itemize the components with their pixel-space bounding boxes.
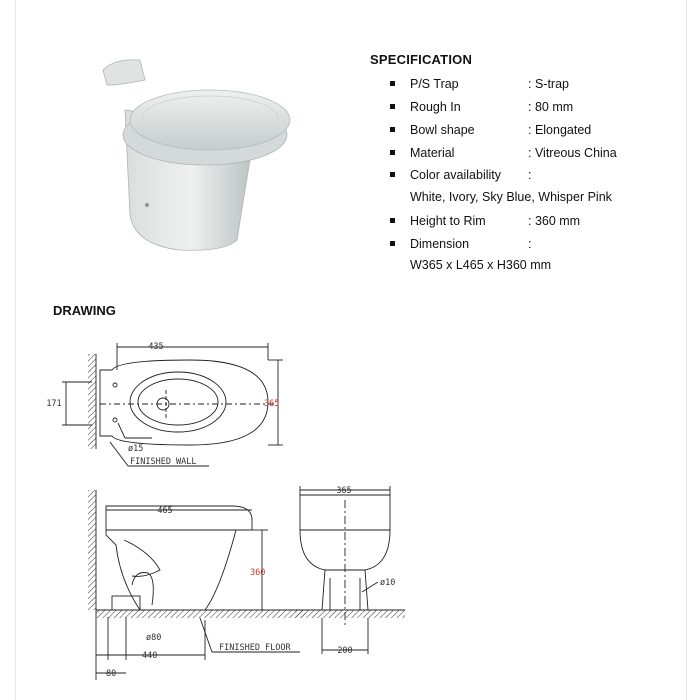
spec-label: P/S Trap bbox=[410, 77, 459, 91]
bullet-icon bbox=[390, 172, 395, 177]
front-view-drawing bbox=[295, 486, 405, 654]
label-finished-wall: FINISHED WALL bbox=[130, 457, 197, 467]
bullet-icon bbox=[390, 150, 395, 155]
spec-label: Color availability bbox=[410, 168, 502, 182]
spec-value: : bbox=[528, 237, 532, 251]
spec-value: : 360 mm bbox=[528, 214, 581, 228]
specification-title: SPECIFICATION bbox=[370, 52, 473, 67]
spec-label: Rough In bbox=[410, 100, 461, 114]
spec-value: : Elongated bbox=[528, 123, 592, 137]
spec-value: : bbox=[528, 168, 532, 182]
front-dim-base: 200 bbox=[337, 646, 353, 656]
spec-label: Dimension bbox=[410, 237, 470, 251]
spec-color-list: White, Ivory, Sky Blue, Whisper Pink bbox=[410, 190, 612, 204]
front-dim-width: 365 bbox=[336, 486, 352, 496]
bullet-icon bbox=[390, 81, 395, 86]
side-dim-rough-in: 80 bbox=[106, 669, 117, 679]
side-dim-height: 360 bbox=[250, 568, 266, 578]
spec-dimension-value: W365 x L465 x H360 mm bbox=[410, 258, 552, 272]
spec-label: Material bbox=[410, 146, 455, 160]
bullet-icon bbox=[390, 127, 395, 132]
side-dim-length: 465 bbox=[157, 506, 173, 516]
label-finished-floor: FINISHED FLOOR bbox=[219, 643, 291, 653]
side-dim-outlet: ø80 bbox=[146, 633, 162, 643]
toilet-photo bbox=[85, 40, 305, 270]
bullet-icon bbox=[390, 218, 395, 223]
technical-drawings bbox=[0, 330, 700, 700]
drawing-title: DRAWING bbox=[53, 303, 116, 318]
top-view-drawing bbox=[62, 343, 283, 466]
spec-label: Bowl shape bbox=[410, 123, 475, 137]
bullet-icon bbox=[390, 104, 395, 109]
top-dim-width: 365 bbox=[264, 399, 280, 409]
top-dim-length: 435 bbox=[148, 342, 164, 352]
spec-value: : 80 mm bbox=[528, 100, 574, 114]
bullet-icon bbox=[390, 241, 395, 246]
spec-value: : Vitreous China bbox=[528, 146, 617, 160]
front-dim-bolt: ø10 bbox=[380, 578, 396, 588]
side-dim-base: 440 bbox=[142, 651, 158, 661]
top-dim-hole: ø15 bbox=[128, 444, 144, 454]
spec-label: Height to Rim bbox=[410, 214, 486, 228]
top-dim-offset: 171 bbox=[46, 399, 62, 409]
spec-value: : S-trap bbox=[528, 77, 569, 91]
